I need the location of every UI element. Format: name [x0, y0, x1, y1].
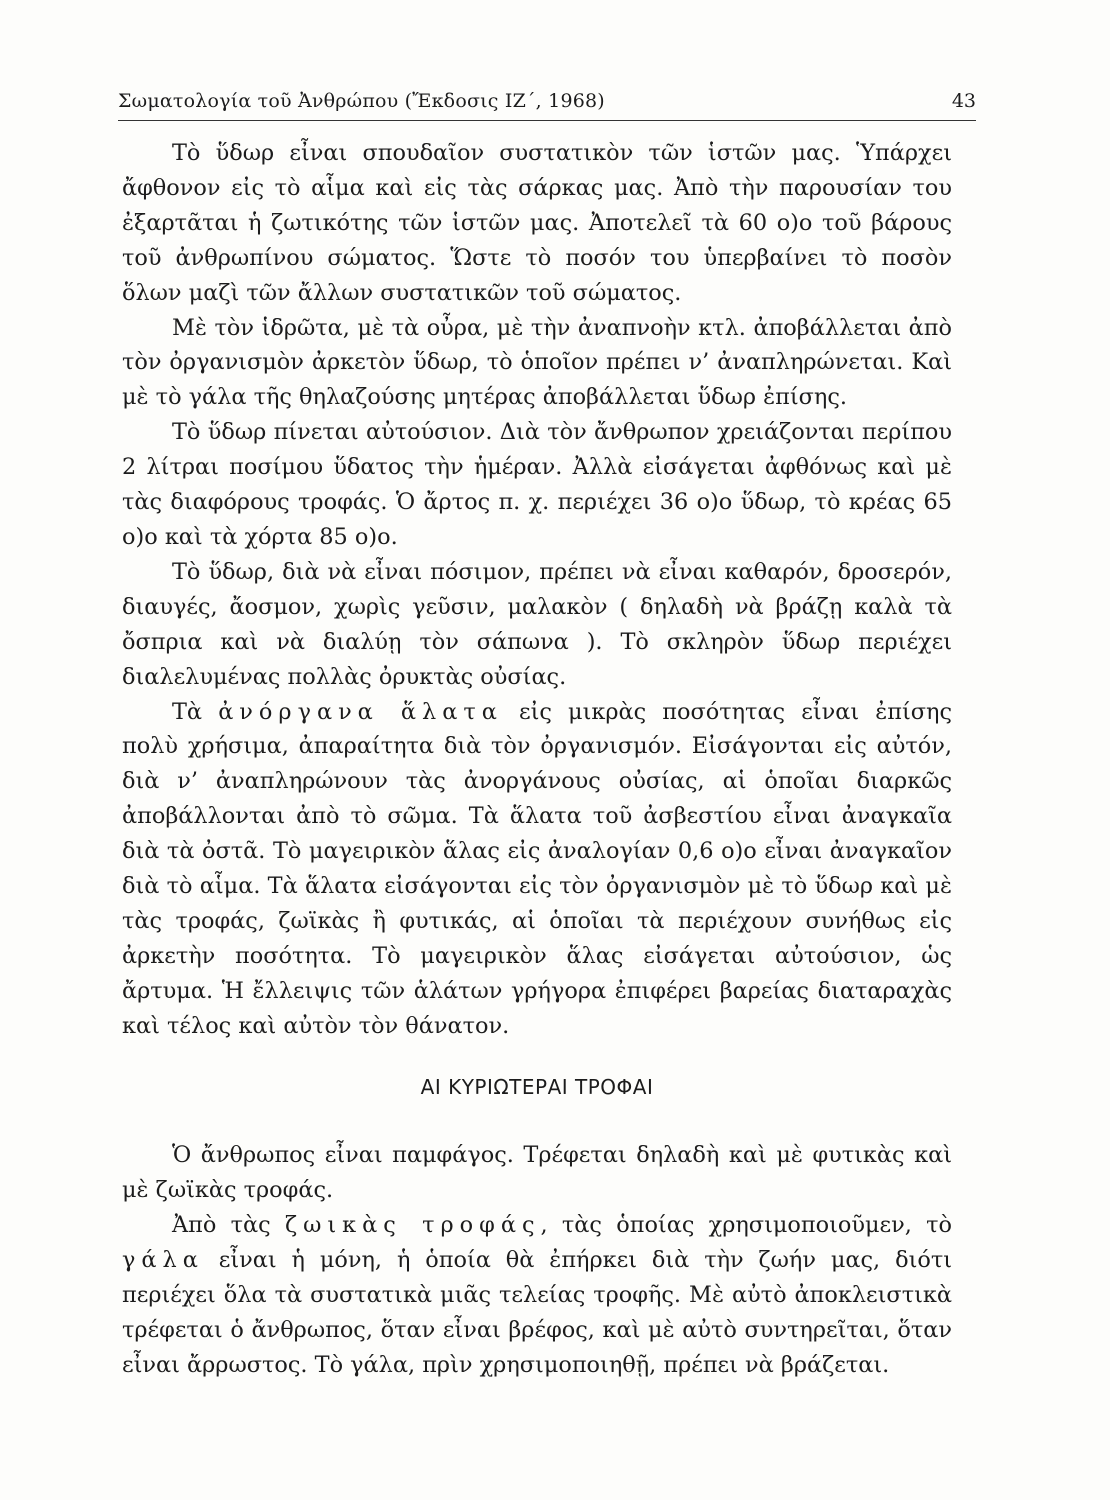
text-run: , τὰς ὁποίας χρησιμοποιοῦμεν, τὸ: [540, 1212, 952, 1239]
paragraph-water-importance: Τὸ ὕδωρ εἶναι σπουδαῖον συστατικὸν τῶν ἱστῶν μας. Ὑπάρχει ἄφθονον εἰς τὸ αἷμα καὶ εἰς τὰς σάρκας μας. Ἀπὸ τὴν παρουσίαν του ἐξαρτᾶται ἡ ζωτικότης τῶν ἱστῶν μας. Ἀποτελεῖ τὰ 60 ο)ο τοῦ βάρους τοῦ ἀνθρωπίνου σώματος. Ὥστε τὸ ποσόν του ὑπερβαίνει τὸ ποσὸν ὅλων μαζὶ τῶν ἄλλων συστατικῶν τοῦ σώματος.: [122, 140, 952, 306]
section-heading: ΑΙ ΚΥΡΙΩΤΕΡΑΙ ΤΡΟΦΑΙ: [420, 1074, 654, 1099]
paragraph-water-loss: Μὲ τὸν ἱδρῶτα, μὲ τὰ οὖρα, μὲ τὴν ἀναπνοὴν κτλ. ἀποβάλλεται ἀπὸ τὸν ὀργανισμὸν ἀρκετὸν ὕδωρ, τὸ ὁποῖον πρέπει ν’ ἀναπληρώνεται. Καὶ μὲ τὸ γάλα τῆς θηλαζούσης μητέρας ἀποβάλλεται ὕδωρ ἐπίσης.: [122, 314, 952, 411]
paragraph-water-intake: Τὸ ὕδωρ πίνεται αὐτούσιον. Διὰ τὸν ἄνθρωπον χρειάζονται περίπου 2 λίτραι ποσίμου ὕδατος τὴν ἡμέραν. Ἀλλὰ εἰσάγεται ἀφθόνως καὶ μὲ τὰς διαφόρους τροφάς. Ὁ ἄρτος π. χ. περιέχει 36 ο)ο ὕδωρ, τὸ κρέας 65 ο)ο καὶ τὰ χόρτα 85 ο)ο.: [122, 419, 952, 550]
paragraph-potable-water: Τὸ ὕδωρ, διὰ νὰ εἶναι πόσιμον, πρέπει νὰ εἶναι καθαρόν, δροσερόν, διαυγές, ἄοσμον, χωρὶς γεῦσιν, μαλακὸν ( δηλαδὴ νὰ βράζῃ καλὰ τὰ ὄσπρια καὶ νὰ διαλύῃ τὸν σάπωνα ). Τὸ σκληρὸν ὕδωρ περιέχει διαλελυμένας πολλὰς ὀρυκτὰς οὐσίας.: [122, 558, 952, 690]
paragraph-inorganic-salts: [122, 695, 952, 1044]
running-header: [118, 86, 976, 116]
text-run: Ἀπὸ τὰς: [172, 1212, 285, 1239]
spaced-term: ἀνόργανα ἅλατα: [218, 698, 503, 725]
paragraph-animal-foods: [122, 1208, 952, 1383]
page-number: 43: [951, 90, 976, 112]
spaced-term: ζωικὰς τροφάς: [285, 1212, 541, 1239]
header-rule: [118, 120, 976, 121]
page-body: [122, 136, 952, 1383]
spaced-term: γάλα: [122, 1247, 204, 1274]
paragraph-omnivore: Ὁ ἄνθρωπος εἶναι παμφάγος. Τρέφεται δηλαδὴ καὶ μὲ φυτικὰς καὶ μὲ ζωϊκὰς τροφάς.: [122, 1142, 952, 1204]
text-run: Τὰ: [172, 698, 219, 725]
text-run: εἰς μικρὰς ποσότητας εἶναι ἐπίσης πολὺ χρήσιμα, ἀπαραίτητα διὰ τὸν ὀργανισμόν. Εἰσάγονται εἰς αὐτόν, διὰ ν’ ἀναπληρώνουν τὰς ἀνοργάνους οὐσίας, αἱ ὁποῖαι διαρκῶς ἀποβάλλονται ἀπὸ τὸ σῶμα. Τὰ ἅλατα τοῦ ἀσβεστίου εἶναι ἀναγκαῖα διὰ τὰ ὀστᾶ. Τὸ μαγειρικὸν ἅλας εἰς ἀναλογίαν 0,6 ο)ο εἶναι ἀναγκαῖον διὰ τὸ αἷμα. Τὰ ἅλατα εἰσάγονται εἰς τὸν ὀργανισμὸν μὲ τὸ ὕδωρ καὶ μὲ τὰς τροφάς, ζωϊκὰς ἢ φυτικάς, αἱ ὁποῖαι τὰ περιέχουν συνήθως εἰς ἀρκετὴν ποσότητα. Τὸ μαγειρικὸν ἅλας εἰσάγεται αὐτούσιον, ὡς ἄρτυμα. Ἡ ἔλλειψις τῶν ἁλάτων γρήγορα ἐπιφέρει βαρείας διαταραχὰς καὶ τέλος καὶ αὐτὸν τὸν θάνατον.: [122, 698, 952, 1039]
header-title: Σωματολογία τοῦ Ἀνθρώπου (Ἔκδοσις ΙΖ΄, 1968): [118, 90, 605, 112]
text-run: εἶναι ἡ μόνη, ἡ ὁποία θὰ ἐπήρκει διὰ τὴν ζωήν μας, διότι περιέχει ὅλα τὰ συστατικὰ μιᾶς τελείας τροφῆς. Μὲ αὐτὸ ἀποκλειστικὰ τρέφεται ὁ ἄνθρωπος, ὅταν εἶναι βρέφος, καὶ μὲ αὐτὸ συντηρεῖται, ὅταν εἶναι ἄρρωστος. Τὸ γάλα, πρὶν χρησιμοποιηθῇ, πρέπει νὰ βράζεται.: [122, 1247, 952, 1378]
